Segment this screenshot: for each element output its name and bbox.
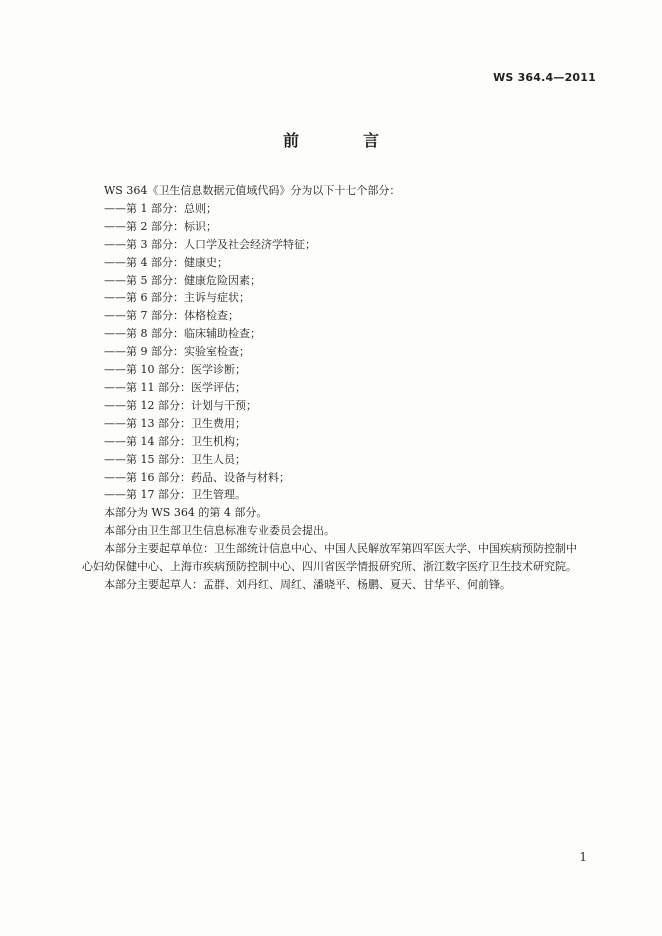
part-item-11: ——第 11 部分：医学评估； [104, 380, 246, 394]
part-item-4: ——第 4 部分：健康史； [104, 255, 228, 269]
drafting-units-line-2: 心妇幼保健中心、上海市疾病预防控制中心、四川省医学情报研究所、浙江数字医疗卫生技术研究院。 [82, 560, 577, 574]
part-item-15: ——第 15 部分：卫生人员； [104, 452, 246, 466]
page-number: 1 [579, 850, 587, 864]
part-item-10: ——第 10 部分：医学诊断； [104, 363, 246, 377]
part-item-9: ——第 9 部分：实验室检查； [104, 345, 250, 359]
intro-paragraph: WS 364《卫生信息数据元值域代码》分为以下十七个部分： [104, 184, 401, 197]
page-title: 前 言 [282, 131, 403, 150]
drafting-units-line-1: 本部分主要起草单位：卫生部统计信息中心、中国人民解放军第四军医大学、中国疾病预防控制中 [104, 542, 577, 556]
part-item-13: ——第 13 部分：卫生费用； [104, 416, 246, 430]
part-of-paragraph: 本部分为 WS 364 的第 4 部分。 [104, 506, 268, 520]
part-item-14: ——第 14 部分：卫生机构； [104, 434, 246, 448]
part-item-1: ——第 1 部分：总则； [104, 201, 217, 215]
part-item-7: ——第 7 部分：体格检查； [104, 309, 239, 323]
part-item-16: ——第 16 部分：药品、设备与材料； [104, 470, 290, 484]
proposed-by-paragraph: 本部分由卫生部卫生信息标准专业委员会提出。 [104, 524, 335, 538]
standard-code: WS 364.4—2011 [493, 71, 596, 84]
drafters-paragraph: 本部分主要起草人：孟群、刘丹红、周红、潘晓平、杨鹏、夏天、甘华平、何前锋。 [104, 577, 511, 591]
part-item-8: ——第 8 部分：临床辅助检查； [104, 327, 261, 341]
part-item-6: ——第 6 部分：主诉与症状； [104, 291, 250, 305]
part-item-5: ——第 5 部分：健康危险因素； [104, 273, 261, 287]
foreword-body [82, 182, 604, 594]
part-item-3: ——第 3 部分：人口学及社会经济学特征； [104, 237, 316, 251]
part-item-17: ——第 17 部分：卫生管理。 [104, 488, 246, 502]
part-item-12: ——第 12 部分：计划与干预； [104, 398, 257, 412]
part-item-2: ——第 2 部分：标识； [104, 219, 217, 233]
